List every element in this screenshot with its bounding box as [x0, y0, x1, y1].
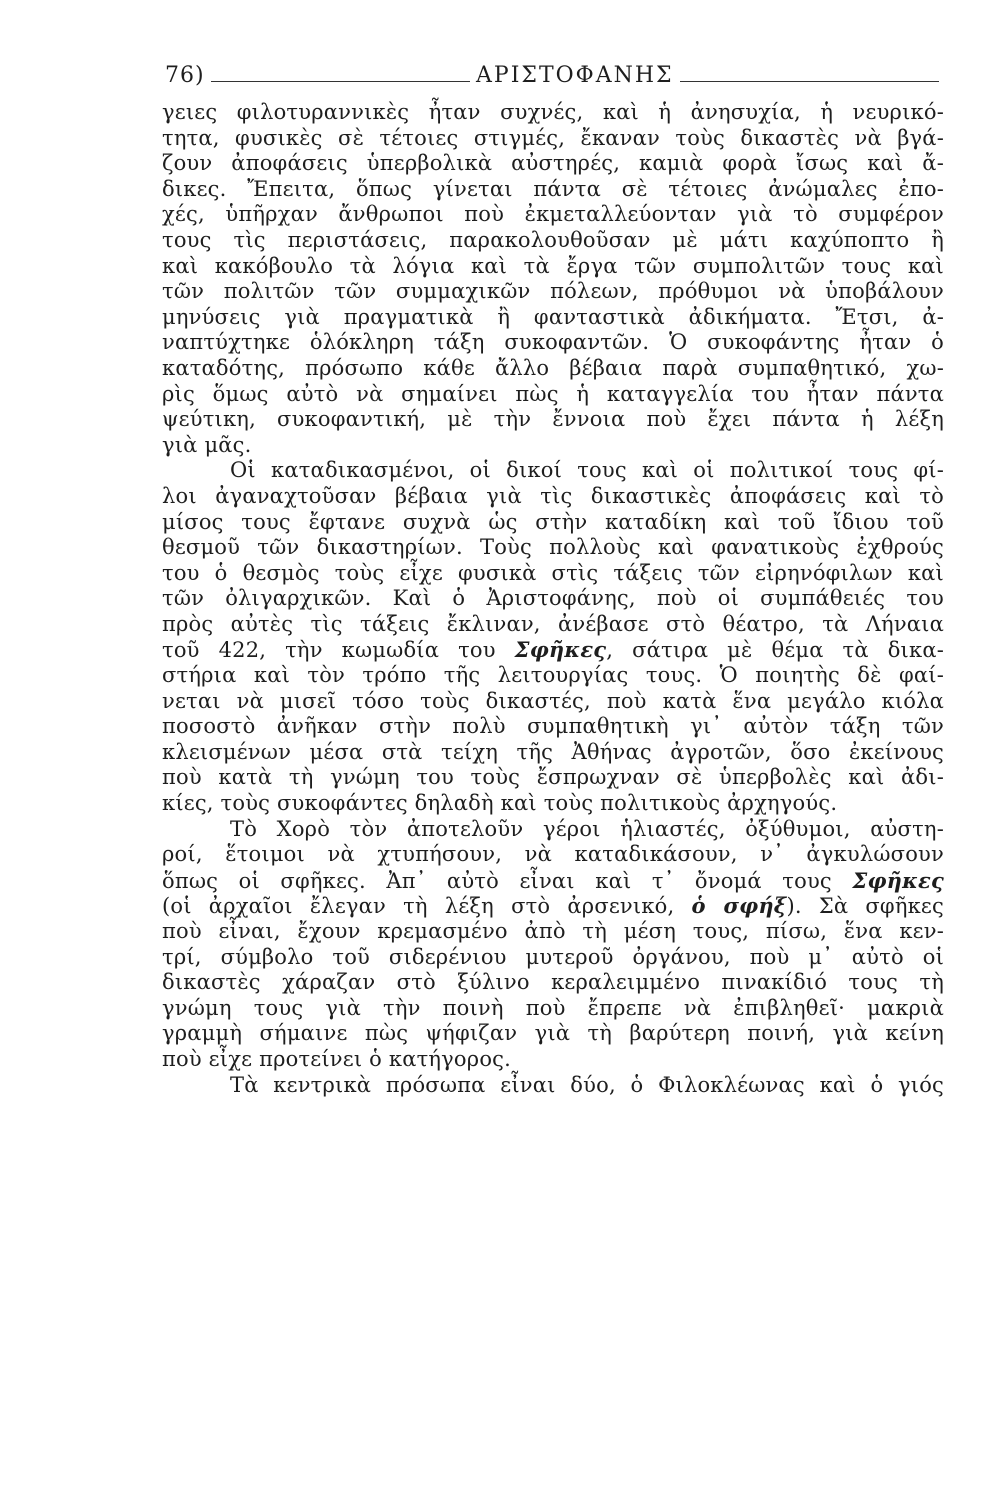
text-line: ποὺ κατὰ τὴ γνώμη του τοὺς ἔσπρωχναν σὲ ὑπερβολὲς καὶ ἀδι- [162, 765, 944, 790]
text-line: Τὸ Χορὸ τὸν ἀποτελοῦν γέροι ἡλιαστές, ὀξύθυμοι, αὐστη- [230, 816, 944, 841]
text-line: τους τὶς περιστάσεις, παρακολουθοῦσαν μὲ μάτι καχύποπτο ἢ [162, 227, 944, 252]
text-line: λοι ἀγαναχτοῦσαν βέβαια γιὰ τὶς δικαστικὲς ἀποφάσεις καὶ τὸ [162, 483, 944, 508]
text-line: ψεύτικη, συκοφαντική, μὲ τὴν ἔννοια ποὺ ἔχει πάντα ἡ λέξη [162, 407, 944, 432]
text-line: δικαστὲς χάραζαν στὸ ξύλινο κεραλειμμένο πινακίδιό τους τὴ [162, 970, 944, 995]
text-line: στήρια καὶ τὸν τρόπο τῆς λειτουργίας τους. Ὁ ποιητὴς δὲ φαί- [162, 663, 944, 688]
text-line: καὶ κακόβουλο τὰ λόγια καὶ τὰ ἔργα τῶν συμπολιτῶν τους καὶ [162, 253, 944, 278]
text-segment: τοῦ 422, τὴν κωμωδία του [162, 638, 496, 663]
text-line [162, 637, 944, 663]
text-line: ναπτύχτηκε ὁλόκληρη τάξη συκοφαντῶν. Ὁ συκοφάντης ἦταν ὁ [162, 330, 944, 355]
text-line: μηνύσεις γιὰ πραγματικὰ ἢ φανταστικὰ ἀδικήματα. Ἔτσι, ἀ- [162, 304, 944, 329]
page-number: 76) [165, 62, 205, 88]
text-line: κίες, τοὺς συκοφάντες δηλαδὴ καὶ τοὺς πολιτικοὺς ἀρχηγούς. [162, 791, 838, 816]
header-rule-left [211, 81, 470, 82]
text-line: του ὁ θεσμὸς τοὺς εἶχε φυσικὰ στὶς τάξεις τῶν εἰρηνόφιλων καὶ [162, 560, 944, 585]
text-segment: ὅπως οἱ σφῆκες. Ἀπ᾽ αὐτὸ εἶναι καὶ τ᾽ ὄνομά τους [162, 868, 832, 893]
header-rule-right [680, 81, 939, 82]
text-line: Τὰ κεντρικὰ πρόσωπα εἶναι δύο, ὁ Φιλοκλέωνας καὶ ὁ γιός [230, 1072, 944, 1097]
text-line: ποὺ εἶχε προτείνει ὁ κατήγορος. [162, 1046, 511, 1071]
text-segment: ). Σὰ σφῆκες [786, 894, 944, 919]
text-line: μίσος τους ἔφτανε συχνὰ ὡς στὴν καταδίκη καὶ τοῦ ἴδιου τοῦ [162, 509, 944, 534]
text-line: γειες φιλοτυραννικὲς ἦταν συχνές, καὶ ἡ ἀνησυχία, ἡ νευρικό- [162, 100, 944, 124]
text-segment: (οἱ ἀρχαῖοι ἔλεγαν τὴ λέξη στὸ ἀρσενικό, [162, 894, 675, 919]
text-line: ροί, ἕτοιμοι νὰ χτυπήσουν, νὰ καταδικάσουν, ν᾽ ἀγκυλώσουν [162, 842, 944, 867]
text-line: ποὺ εἶναι, ἔχουν κρεμασμένο ἀπὸ τὴ μέση τους, πίσω, ἕνα κεν- [162, 919, 944, 943]
text-line: πρὸς αὐτὲς τὶς τάξεις ἔκλιναν, ἀνέβασε στὸ θέατρο, τὰ Λήναια [162, 611, 944, 636]
text-line: ρὶς ὅμως αὐτὸ νὰ σημαίνει πὼς ἡ καταγγελία του ἦταν πάντα [162, 381, 944, 406]
text-line: ζουν ἀποφάσεις ὑπερβολικὰ αὐστηρές, καμιὰ φορὰ ἴσως καὶ ἄ- [162, 151, 944, 176]
play-title-sfikes: Σφῆκες [514, 637, 607, 663]
text-line: τρί, σύμβολο τοῦ σιδερένιου μυτεροῦ ὀργάνου, ποὺ μ᾽ αὐτὸ οἱ [162, 944, 944, 969]
text-line: τῶν ὀλιγαρχικῶν. Καὶ ὁ Ἀριστοφάνης, ποὺ οἱ συμπάθειές του [162, 586, 944, 611]
text-line: γνώμη τους γιὰ τὴν ποινὴ ποὺ ἔπρεπε νὰ ἐπιβληθεῖ· μακριὰ [162, 995, 944, 1020]
text-line: νεται νὰ μισεῖ τόσο τοὺς δικαστές, ποὺ κατὰ ἕνα μεγάλο κιόλα [162, 688, 944, 713]
running-title: ΑΡΙΣΤΟΦΑΝΗΣ [476, 62, 674, 88]
text-line: θεσμοῦ τῶν δικαστηρίων. Τοὺς πολλοὺς καὶ φανατικοὺς ἐχθρούς [162, 535, 944, 560]
text-line: Οἱ καταδικασμένοι, οἱ δικοί τους καὶ οἱ πολιτικοί τους φί- [230, 458, 944, 483]
text-line: τῶν πολιτῶν τῶν συμμαχικῶν πόλεων, πρόθυμοι νὰ ὑποβάλουν [162, 279, 944, 304]
running-head [165, 60, 945, 90]
text-line: τητα, φυσικὲς σὲ τέτοιες στιγμές, ἔκαναν τοὺς δικαστὲς νὰ βγά- [162, 125, 944, 150]
text-line: ποσοστὸ ἀνῆκαν στὴν πολὺ συμπαθητικὴ γι᾽ αὐτὸν τάξη τῶν [162, 714, 944, 739]
body-text [162, 100, 944, 1098]
text-line: δικες. Ἔπειτα, ὅπως γίνεται πάντα σὲ τέτοιες ἀνώμαλες ἐπο- [162, 176, 944, 201]
play-title-sfikes: Σφῆκες [852, 867, 944, 893]
text-line [162, 868, 944, 894]
text-line: καταδότης, πρόσωπο κάθε ἄλλο βέβαια παρὰ συμπαθητικό, χω- [162, 355, 944, 380]
text-line [162, 893, 944, 919]
text-line: γραμμὴ σήμαινε πὼς ψήφιζαν γιὰ τὴ βαρύτερη ποινή, γιὰ κείνη [162, 1021, 944, 1046]
text-line: γιὰ μᾶς. [162, 432, 252, 457]
text-segment: , σάτιρα μὲ θέμα τὰ δικα- [606, 638, 944, 663]
greek-word-sfix: ὁ σφήξ [691, 893, 787, 919]
text-line: χές, ὑπῆρχαν ἄνθρωποι ποὺ ἐκμεταλλεύονταν γιὰ τὸ συμφέρον [162, 202, 944, 227]
text-line: κλεισμένων μέσα στὰ τείχη τῆς Ἀθήνας ἀγροτῶν, ὅσο ἐκείνους [162, 739, 944, 764]
